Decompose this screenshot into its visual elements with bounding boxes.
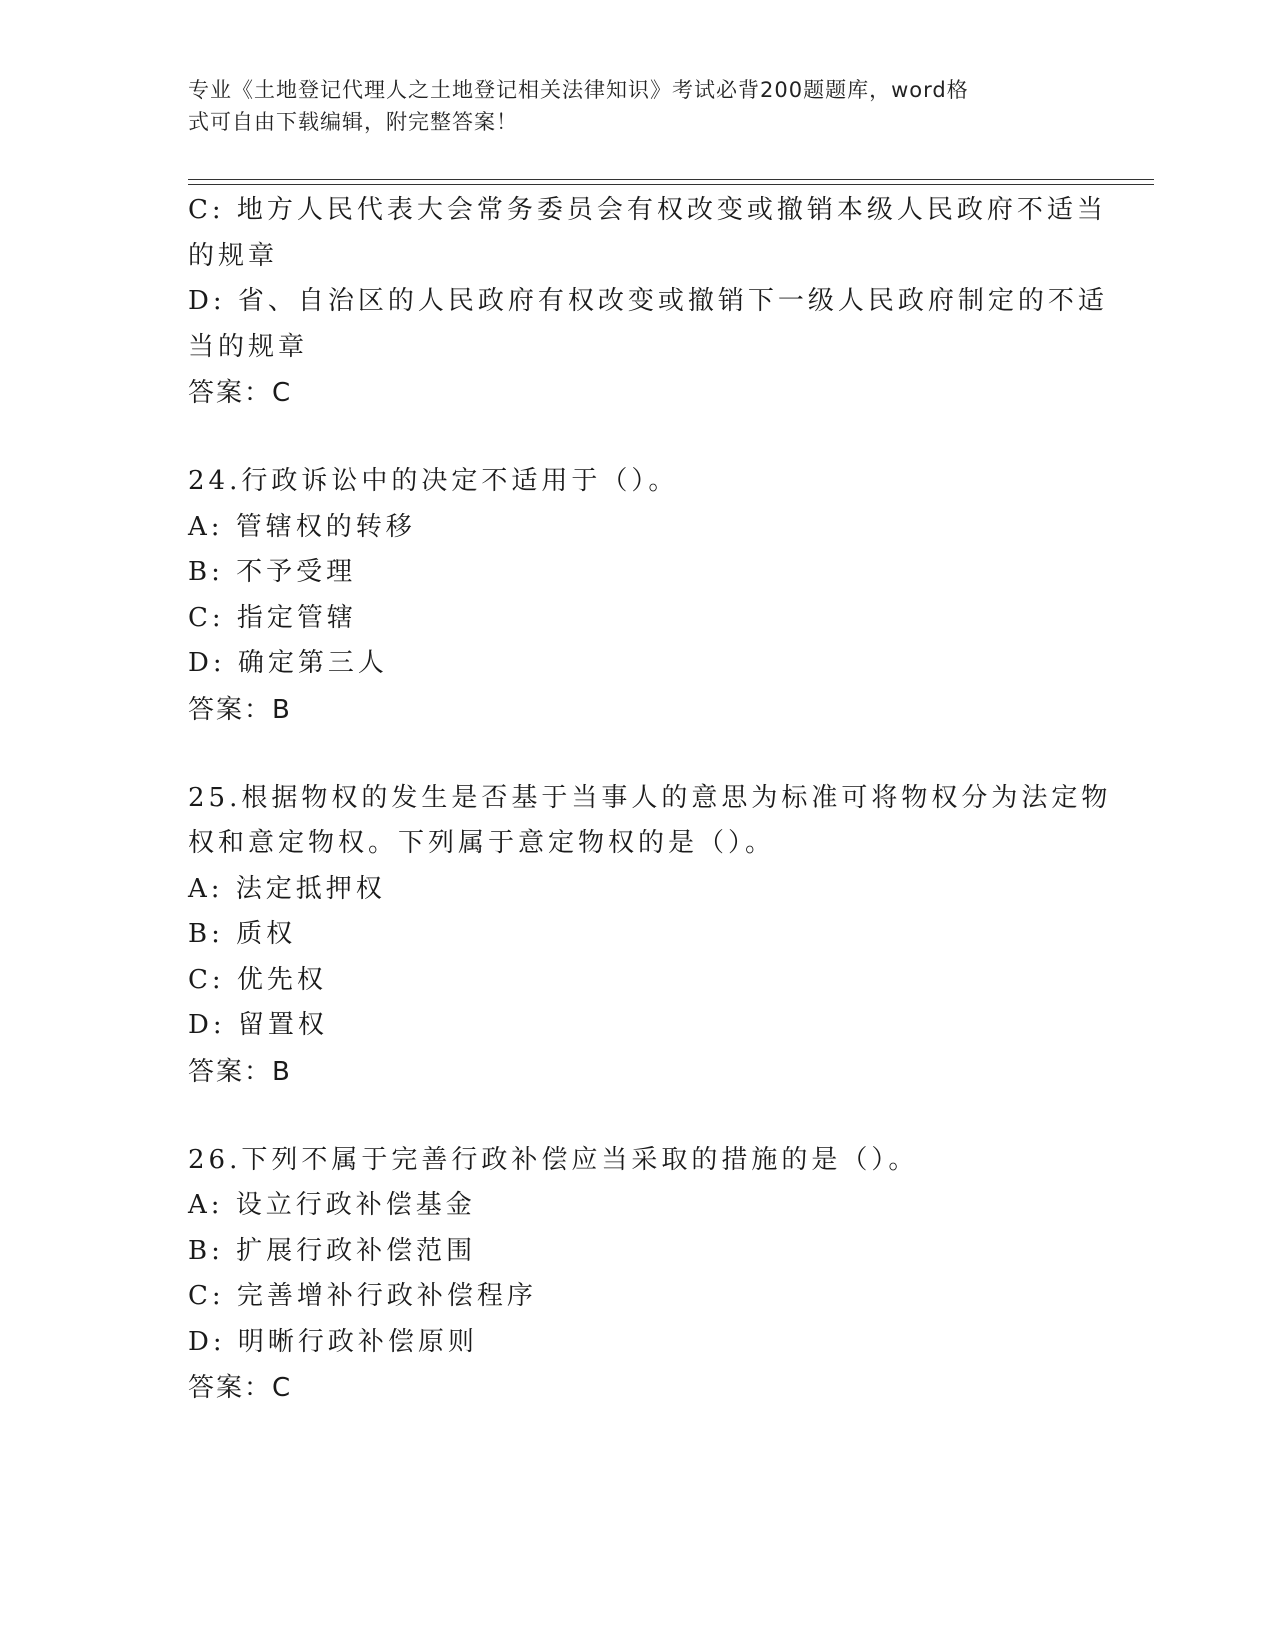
spacer xyxy=(188,1095,1088,1138)
option-b: B: 扩展行政补偿范围 xyxy=(188,1235,477,1266)
option-a: A: 设立行政补偿基金 xyxy=(188,1190,476,1220)
option-a: A: 法定抵押权 xyxy=(188,873,386,904)
option-d: D: 明晰行政补偿原则 xyxy=(188,1326,478,1357)
option-b: B: 质权 xyxy=(188,919,297,949)
header-divider-bottom xyxy=(188,184,1154,185)
question-23-tail xyxy=(188,188,1108,416)
answer: 答案：C xyxy=(188,378,293,408)
question-stem: 24.行政诉讼中的决定不适用于（）。 xyxy=(188,466,679,496)
option-c-continued: 的规章 xyxy=(188,240,279,271)
header-line-2: 式可自由下载编辑，附完整答案！ xyxy=(188,110,518,134)
header-line-1: 专业《土地登记代理人之土地登记相关法律知识》考试必背200题题库，word格 xyxy=(188,78,969,102)
answer: 答案：C xyxy=(188,1373,293,1403)
answer: 答案：B xyxy=(188,1056,292,1087)
option-d-continued: 当的规章 xyxy=(188,331,309,362)
option-a: A: 管辖权的转移 xyxy=(188,511,416,542)
option-d: D: 确定第三人 xyxy=(188,648,388,678)
answer: 答案：B xyxy=(188,694,292,725)
option-b: B: 不予受理 xyxy=(188,557,357,587)
option-d: D: 留置权 xyxy=(188,1010,328,1040)
question-26 xyxy=(188,1138,1088,1412)
spacer xyxy=(188,733,1088,776)
question-stem: 26.下列不属于完善行政补偿应当采取的措施的是（）。 xyxy=(188,1144,919,1175)
option-c: C: 完善增补行政补偿程序 xyxy=(188,1281,537,1311)
header-divider-top xyxy=(188,179,1154,180)
question-stem: 25.根据物权的发生是否基于当事人的意思为标准可将物权分为法定物 xyxy=(188,782,1112,813)
spacer xyxy=(188,416,1088,459)
document-header xyxy=(188,74,1068,138)
question-list xyxy=(188,188,1112,1411)
option-c: C: 地方人民代表大会常务委员会有权改变或撤销本级人民政府不适当 xyxy=(188,195,1107,225)
question-25 xyxy=(188,776,1112,1095)
question-stem-continued: 权和意定物权。下列属于意定物权的是（）。 xyxy=(188,828,776,858)
option-d: D: 省、自治区的人民政府有权改变或撤销下一级人民政府制定的不适 xyxy=(188,286,1108,316)
option-c: C: 指定管辖 xyxy=(188,602,357,633)
option-c: C: 优先权 xyxy=(188,964,327,995)
question-24 xyxy=(188,459,1088,733)
